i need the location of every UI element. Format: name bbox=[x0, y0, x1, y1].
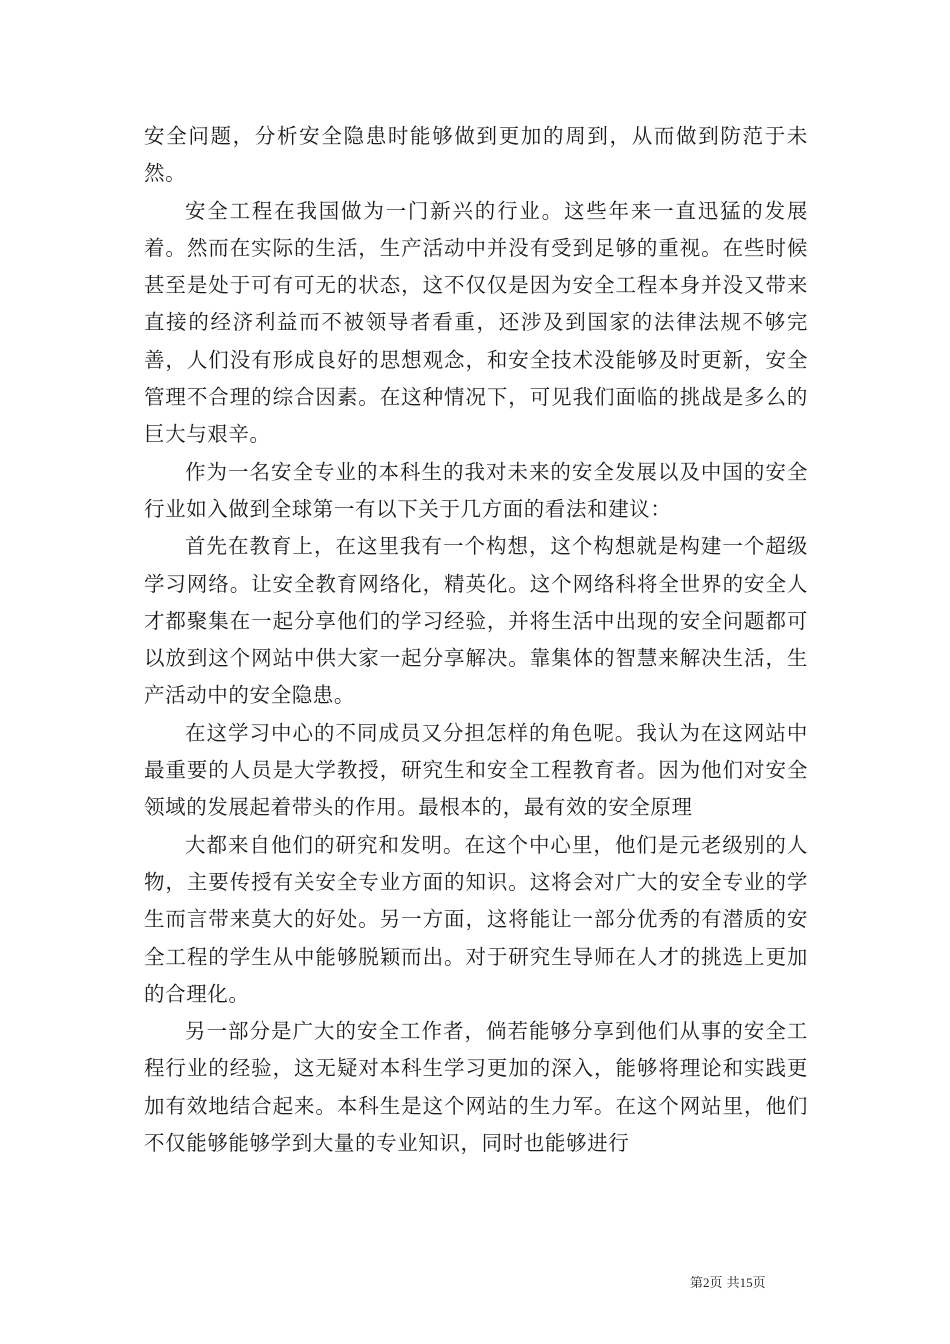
paragraph-3: 作为一名安全专业的本科生的我对未来的安全发展以及中国的安全行业如入做到全球第一有以下关于几方面的看法和建议： bbox=[144, 459, 808, 521]
paragraph-1: 安全问题，分析安全隐患时能够做到更加的周到，从而做到防范于未然。 bbox=[144, 124, 808, 186]
paragraph-2: 安全工程在我国做为一门新兴的行业。这些年来一直迅猛的发展着。然而在实际的生活，生产活动中并没有受到足够的重视。在些时候甚至是处于可有可无的状态，这不仅仅是因为安全工程本身并没又带来直接的经济利益而不被领导者看重，还涉及到国家的法律法规不够完善，人们没有形成良好的思想观念，和安全技术没能够及时更新，安全管理不合理的综合因素。在这种情况下，可见我们面临的挑战是多么的巨大与艰辛。 bbox=[144, 198, 808, 447]
paragraph-5: 在这学习中心的不同成员又分担怎样的角色呢。我认为在这网站中最重要的人员是大学教授，研究生和安全工程教育者。因为他们对安全领域的发展起着带头的作用。最根本的，最有效的安全原理 bbox=[144, 720, 808, 820]
paragraph-7: 另一部分是广大的安全工作者，倘若能够分享到他们从事的安全工程行业的经验，这无疑对本科生学习更加的深入，能够将理论和实践更加有效地结合起来。本科生是这个网站的生力军。在这个网站里，他们不仅能够能够学到大量的专业知识，同时也能够进行 bbox=[144, 1019, 808, 1156]
footer-current-page: 2 bbox=[703, 1275, 710, 1290]
footer-suffix: 页 bbox=[752, 1276, 766, 1291]
footer-total-pages: 15 bbox=[739, 1275, 753, 1290]
paragraph-6: 大都来自他们的研究和发明。在这个中心里，他们是元老级别的人物，主要传授有关安全专业方面的知识。这将会对广大的安全专业的学生而言带来莫大的好处。另一方面，这将能让一部分优秀的有潜质的安全工程的学生从中能够脱颖而出。对于研究生导师在人才的挑选上更加的合理化。 bbox=[144, 832, 808, 1006]
footer-middle: 页 共 bbox=[709, 1276, 740, 1291]
footer-prefix: 第 bbox=[690, 1276, 704, 1291]
page-footer bbox=[690, 1274, 766, 1293]
paragraph-4: 首先在教育上，在这里我有一个构想，这个构想就是构建一个超级学习网络。让安全教育网络化，精英化。这个网络科将全世界的安全人才都聚集在一起分享他们的学习经验，并将生活中出现的安全问题都可以放到这个网站中供大家一起分享解决。靠集体的智慧来解决生活，生产活动中的安全隐患。 bbox=[144, 534, 808, 708]
body-text bbox=[144, 118, 808, 1162]
